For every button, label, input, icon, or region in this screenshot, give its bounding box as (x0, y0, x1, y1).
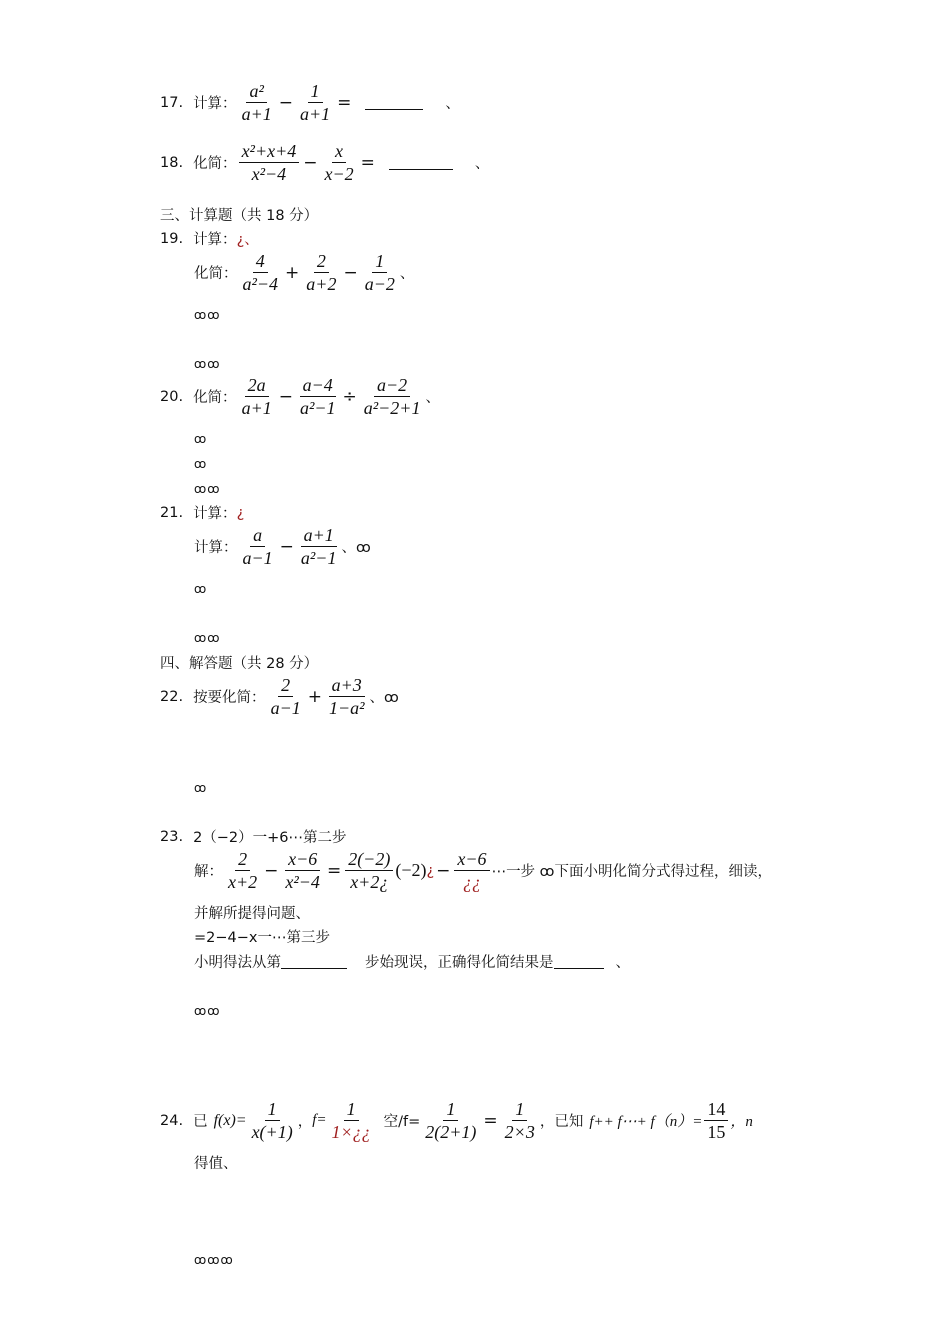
q23-minus-2: − (436, 860, 451, 881)
q21-glyph-1: ꝏ (194, 582, 208, 596)
q24-fx: f(x)= (213, 1111, 247, 1129)
q19-label-1: 计算： (193, 232, 237, 248)
q23-step-1-and-prompt: ⋯一步 ꝏ下面小明化简分式得过程，细读， (491, 864, 772, 880)
q20-glyph-3: ꝏꝏ (194, 482, 221, 496)
q17-label: 计算： (193, 96, 237, 112)
q20-end: 、 (425, 390, 440, 406)
q19-label-2: 化简： (194, 266, 238, 282)
q21-label-2: 计算： (194, 540, 238, 556)
q23-step-2: 2（−2）一+6⋯第二步 (193, 830, 347, 846)
q21-number: 21. (160, 504, 184, 521)
q22-number: 22. (160, 688, 184, 705)
q18-end: 、 (474, 156, 490, 172)
q24-fraction-5: $\frac{14}{15}$ (704, 1098, 728, 1143)
q18-fraction-1: $\frac{\text{x²+x+4}}{\text{x²−4}}$ (239, 140, 300, 185)
q23-step-blank[interactable] (281, 954, 347, 969)
q22-glyph-1: ꝏ (194, 781, 208, 795)
q24-number: 24. (160, 1112, 184, 1129)
q24-fraction-4: $\frac{1}{2\times 3}$ (504, 1099, 535, 1142)
q23-line-5 (194, 951, 630, 972)
question-23-line-1 (160, 826, 347, 847)
q17-fraction-1: $\frac{\text{a²}}{a+1}$ (241, 81, 272, 124)
q24-text-1: 已 (193, 1114, 208, 1130)
q20-fraction-2: $\frac{a-4}{\text{a²−1}}$ (299, 375, 336, 418)
q23-minus-1: − (264, 860, 279, 881)
question-22 (160, 674, 399, 719)
q22-end: 、ꝏ (369, 690, 399, 706)
question-19-line-2 (194, 250, 414, 295)
question-20 (160, 374, 440, 419)
q23-solution-label: 解： (194, 864, 223, 880)
q24-text-2: 空/f= (383, 1114, 421, 1130)
q24-line-2: 得值、 (194, 1156, 238, 1172)
q24-comma: ， (297, 1114, 313, 1130)
q23-line-4: =2−4−x一⋯第三步 (194, 930, 330, 946)
q23-line-5-b: 步始现误，正确得化简结果是 (365, 955, 554, 971)
question-19-line-1 (160, 228, 259, 249)
q24-equals: = (483, 1110, 498, 1131)
q20-divide: ÷ (342, 386, 357, 407)
q19-fraction-2: $\frac{2}{a+2}$ (306, 251, 337, 294)
q23-line-3: 并解所提得问题、 (194, 906, 310, 922)
q17-fraction-2: $\frac{1}{a+1}$ (299, 81, 331, 124)
question-23-solution (194, 848, 772, 893)
q24-sum-expression: f++ f⋯+ f（n）= (589, 1114, 703, 1130)
q19-plus: + (285, 262, 300, 283)
q19-fraction-1: $\frac{4}{\text{a²−4}}$ (242, 251, 279, 294)
q19-glyph-2: ꝏꝏ (194, 357, 221, 371)
q23-garbled: ¿ (426, 862, 435, 879)
q24-glyph-1: ꝏꝏꝏ (194, 1253, 234, 1267)
q22-label: 按要化简： (193, 690, 266, 706)
q20-fraction-3: $\frac{a-2}{\text{a²−2+1}}$ (363, 375, 421, 418)
q19-minus: − (343, 262, 358, 283)
q20-minus: − (278, 386, 293, 407)
q19-garbled-expression: ¿、 (236, 232, 259, 248)
q21-label-1: 计算： (193, 506, 237, 522)
q17-operator: − (278, 92, 293, 113)
section-4-heading: 四、解答题（共 28 分） (160, 656, 319, 672)
q18-answer-blank[interactable] (389, 155, 453, 170)
q20-label: 化简： (193, 390, 237, 406)
q19-end: 、 (399, 266, 415, 282)
q21-minus: − (279, 536, 294, 557)
q21-end: 、ꝏ (341, 540, 371, 556)
q22-fraction-2: $\frac{a+3}{\text{1−a²}}$ (328, 675, 365, 718)
q23-fraction-3: $\frac{2(-2)}{x+2¿}$ (345, 848, 393, 893)
q23-paren-term: (−2) (395, 860, 427, 880)
q17-equals: = (337, 92, 352, 113)
q19-number: 19. (160, 230, 184, 247)
q18-label: 化简： (193, 156, 237, 172)
section-3-heading: 三、计算题（共 18 分） (160, 208, 319, 224)
q18-number: 18. (160, 154, 184, 171)
q20-glyph-1: ꝏ (194, 432, 208, 446)
q21-fraction-1: $\frac{a}{a-1}$ (242, 525, 273, 568)
q24-text-3: ，已知 (539, 1114, 584, 1130)
q20-number: 20. (160, 388, 184, 405)
q24-fraction-3: $\frac{1}{2(2+1)}$ (425, 1099, 477, 1142)
q17-answer-blank[interactable] (365, 95, 423, 110)
question-18 (160, 140, 489, 185)
question-24 (160, 1098, 753, 1143)
q23-number: 23. (160, 828, 184, 845)
q20-glyph-2: ꝏ (194, 457, 208, 471)
q18-fraction-2: $\frac{x}{x-2}$ (324, 141, 354, 184)
q19-glyph-1: ꝏꝏ (194, 308, 221, 322)
q23-fraction-4: $\frac{x-6}{¿¿}$ (454, 848, 489, 893)
q23-line-5-a: 小明得法从第 (194, 955, 281, 971)
q23-result-blank[interactable] (554, 954, 604, 969)
q23-fraction-1: $\frac{2}{x+2}$ (228, 849, 258, 892)
q21-glyph-2: ꝏꝏ (194, 631, 221, 645)
q21-fraction-2: $\frac{a+1}{\text{a²−1}}$ (300, 525, 337, 568)
q17-number: 17. (160, 94, 184, 111)
q22-plus: + (307, 686, 322, 707)
q23-glyph-1: ꝏꝏ (194, 1004, 221, 1018)
q23-equals: = (326, 860, 342, 881)
q24-fraction-1: $\frac{1}{x(+1)}$ (251, 1099, 293, 1142)
q17-end: 、 (445, 96, 460, 112)
q18-operator: − (303, 152, 318, 173)
q24-f: f= (312, 1112, 327, 1128)
q20-fraction-1: $\frac{2a}{a+1}$ (241, 375, 272, 418)
q22-fraction-1: $\frac{2}{a-1}$ (270, 675, 301, 718)
q24-fraction-2: $\frac{1}{1\times¿¿}$ (331, 1099, 371, 1142)
question-21-line-2 (194, 524, 371, 569)
question-17 (160, 80, 460, 125)
q18-equals: = (360, 152, 375, 173)
question-21-line-1 (160, 502, 244, 523)
q23-line-5-end: 、 (615, 955, 630, 971)
q19-fraction-3: $\frac{1}{a-2}$ (364, 251, 395, 294)
q23-fraction-2: $\frac{x-6}{\text{x²−4}}$ (285, 849, 320, 892)
q21-garbled-expression: ¿ (236, 504, 245, 521)
q24-text-n: ，n (730, 1114, 753, 1130)
